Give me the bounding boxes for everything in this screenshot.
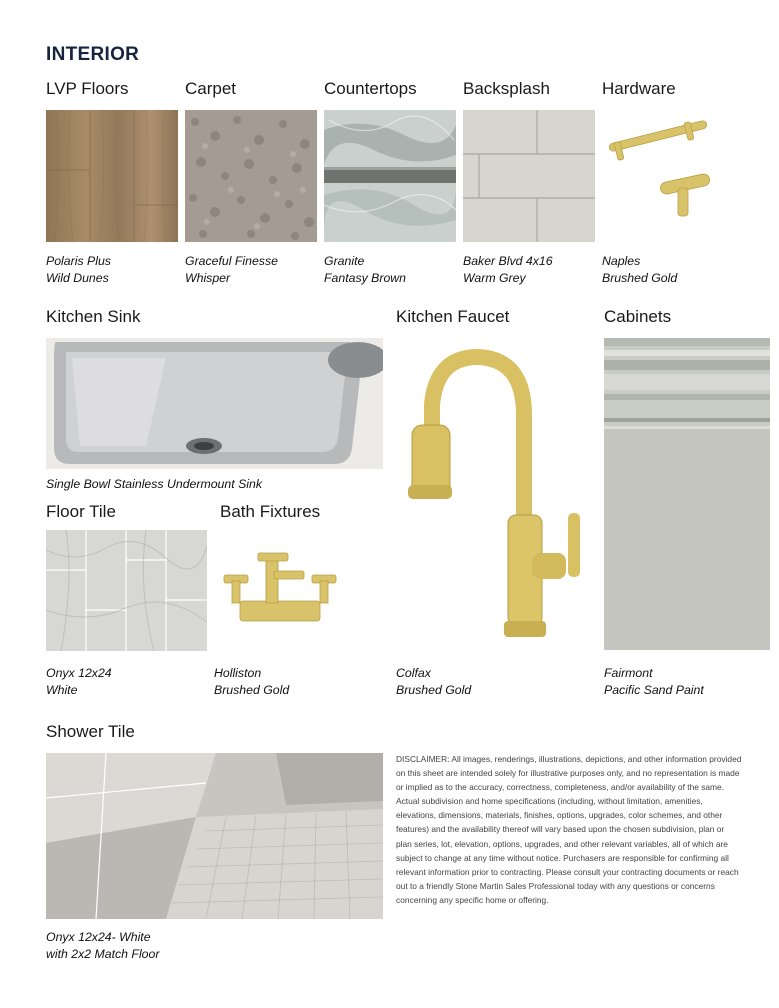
backsplash-caption: [463, 253, 553, 287]
floor-tile-heading: Floor Tile: [46, 502, 116, 521]
kitchen-sink-swatch: [46, 338, 383, 469]
countertops-swatch: [324, 110, 456, 242]
cabinets-heading: Cabinets: [604, 307, 672, 326]
carpet-caption: [185, 253, 278, 287]
countertops-heading: Countertops: [324, 79, 417, 98]
hardware-heading: Hardware: [602, 79, 676, 98]
floor-tile-swatch: [46, 530, 207, 651]
kitchen-faucet-heading: Kitchen Faucet: [396, 307, 510, 326]
lvp-floors-name: Polaris Plus: [46, 254, 111, 268]
carpet-heading: Carpet: [185, 79, 237, 98]
floor-tile-caption: [46, 665, 112, 699]
kitchen-sink-name: Single Bowl Stainless Undermount Sink: [46, 477, 262, 491]
backsplash-heading: Backsplash: [463, 79, 550, 98]
kitchen-faucet-name: Colfax: [396, 666, 431, 680]
countertops-caption: [324, 253, 406, 287]
countertops-name: Granite: [324, 254, 365, 268]
lvp-floors-heading: LVP Floors: [46, 79, 129, 98]
cabinets-color: Pacific Sand Paint: [604, 683, 704, 697]
bath-fixtures-color: Brushed Gold: [214, 683, 290, 697]
bath-fixtures-swatch: [218, 545, 342, 633]
lvp-floors-swatch: [46, 110, 178, 242]
page-title: INTERIOR: [46, 44, 140, 65]
kitchen-faucet-color: Brushed Gold: [396, 683, 472, 697]
kitchen-sink-heading: Kitchen Sink: [46, 307, 141, 326]
kitchen-faucet-caption: [396, 665, 471, 699]
hardware-caption: [602, 253, 677, 287]
shower-tile-detail: with 2x2 Match Floor: [46, 947, 160, 961]
lvp-floors-caption: [46, 253, 111, 287]
lvp-floors-color: Wild Dunes: [46, 271, 109, 285]
backsplash-name: Baker Blvd 4x16: [463, 254, 553, 268]
hardware-name: Naples: [602, 254, 641, 268]
carpet-name: Graceful Finesse: [185, 254, 278, 268]
shower-tile-name: Onyx 12x24- White: [46, 930, 151, 944]
floor-tile-name: Onyx 12x24: [46, 666, 112, 680]
bath-fixtures-name: Holliston: [214, 666, 262, 680]
cabinets-swatch: [604, 338, 770, 650]
kitchen-faucet-swatch: [392, 345, 592, 645]
shower-tile-caption: [46, 929, 159, 963]
backsplash-color: Warm Grey: [463, 271, 526, 285]
kitchen-sink-caption: [46, 476, 262, 493]
carpet-color: Whisper: [185, 271, 231, 285]
carpet-swatch: [185, 110, 317, 242]
countertops-color: Fantasy Brown: [324, 271, 407, 285]
shower-tile-heading: Shower Tile: [46, 722, 135, 741]
shower-tile-swatch: [46, 753, 383, 919]
disclaimer-text: DISCLAIMER: All images, renderings, illustrations, depictions, and other information provided on this sheet are intended solely for illustrative purposes only, and no representation is made or implied as to the accuracy, correctness, completeness, and/or availability of the same. Actual subdivision and home specifications (including, without limitation, amenities, elevations, dimensions, materials, finishes, options, upgrades, color schemes, and other features) and the availability thereof will vary based upon the chosen subdivision, plan or plan series, lot, elevation, options, upgrades, and other relevant variables, all of which are subject to change at any time without notice. Purchasers are responsible for confirming all relevant information prior to contracting. Please consult your contracting documents or reach out to a friendly Stone Martin Sales Professional today with any questions or concerns concerning any specific home or offering.: [396, 754, 742, 905]
floor-tile-color: White: [46, 683, 78, 697]
hardware-color: Brushed Gold: [602, 271, 678, 285]
bath-fixtures-caption: [214, 665, 289, 699]
bath-fixtures-heading: Bath Fixtures: [220, 502, 321, 521]
hardware-swatch: [602, 110, 712, 225]
cabinets-caption: [604, 665, 704, 699]
backsplash-swatch: [463, 110, 595, 242]
cabinets-name: Fairmont: [604, 666, 653, 680]
